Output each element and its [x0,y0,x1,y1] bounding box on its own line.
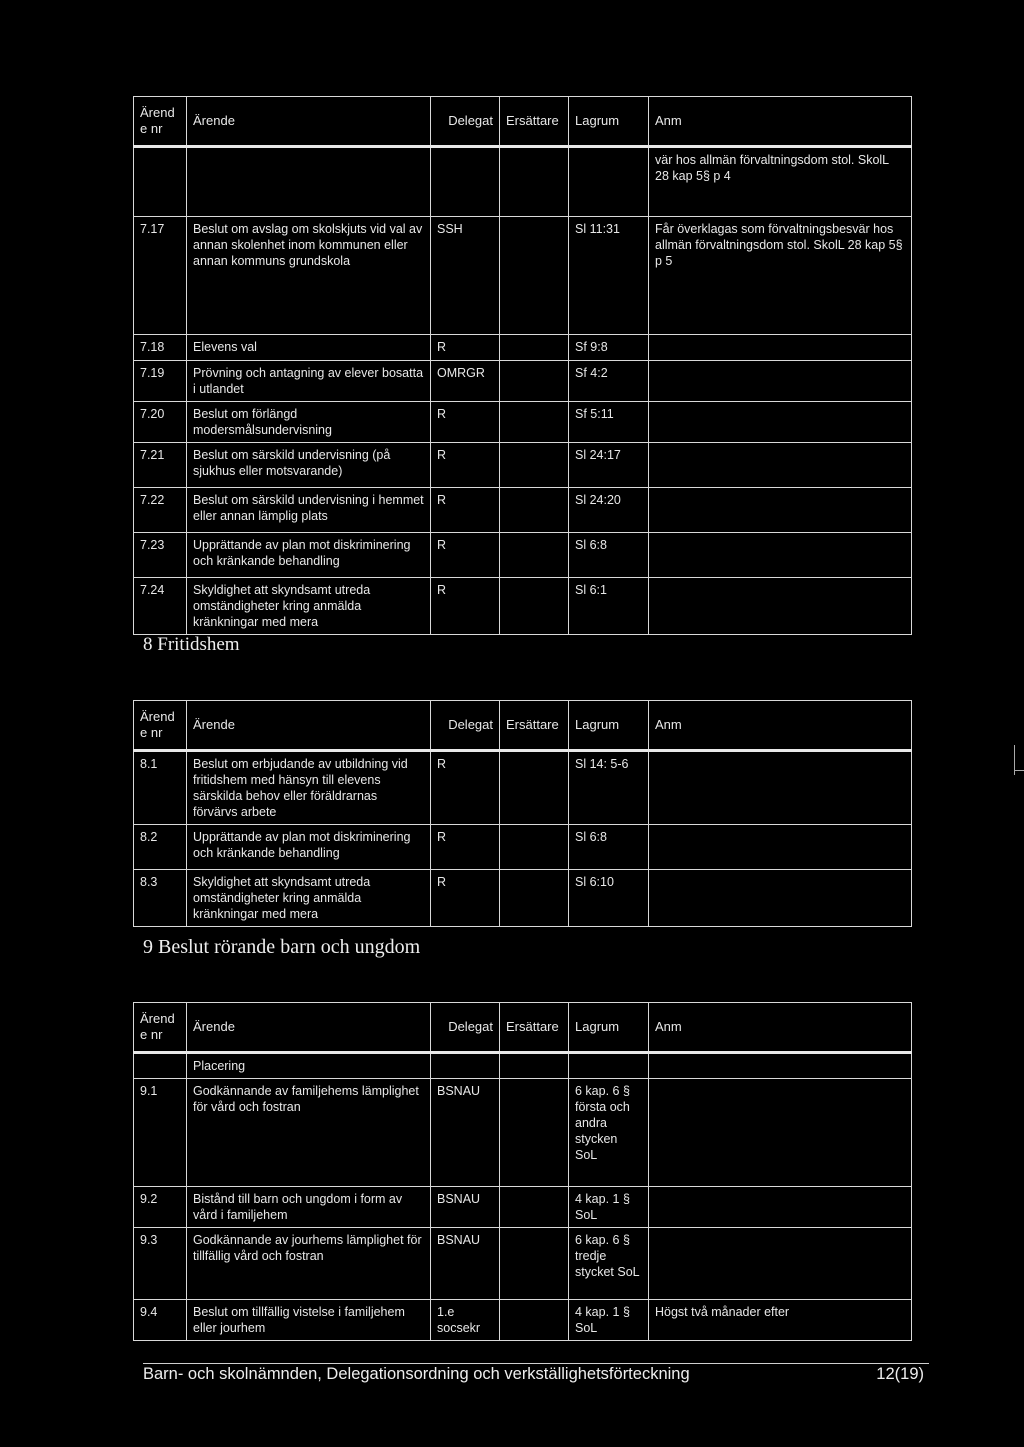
cell-delegat: R [431,335,500,361]
cell-delegat: R [431,751,500,825]
header-arende-nr: Ärende nr [134,1003,187,1053]
cell-ersattare [500,751,569,825]
cell-ersattare [500,1079,569,1187]
cell-lagrum: Sf 5:11 [569,402,649,443]
header-ersattare: Ersättare [500,97,569,147]
cell-delegat [431,147,500,217]
footer-divider [143,1363,929,1364]
cell-anm [649,402,912,443]
cell-delegat: BSNAU [431,1187,500,1228]
cell-nr: 7.22 [134,488,187,533]
header-arende-nr: Ärende nr [134,97,187,147]
cell-lagrum: Sl 24:17 [569,443,649,488]
cell-nr: 8.2 [134,825,187,870]
cell-arende: Godkännande av jourhems lämplighet för tillfällig vård och fostran [187,1228,431,1300]
table-row [134,402,912,443]
cell-lagrum: Sl 14: 5-6 [569,751,649,825]
cell-lagrum: 4 kap. 1 § SoL [569,1187,649,1228]
header-delegat: Delegat [431,701,500,751]
cell-lagrum: 6 kap. 6 § tredje stycket SoL [569,1228,649,1300]
header-arende: Ärende [187,701,431,751]
cell-anm [649,488,912,533]
header-lagrum: Lagrum [569,97,649,147]
table-row [134,1079,912,1187]
cell-anm [649,825,912,870]
cell-arende: Beslut om förlängd modersmålsundervisning [187,402,431,443]
table-section-7 [133,96,912,635]
cell-ersattare [500,335,569,361]
cell-nr: 7.24 [134,578,187,635]
cell-ersattare [500,361,569,402]
cell-arende: Prövning och antagning av elever bosatta i utlandet [187,361,431,402]
cell-ersattare [500,578,569,635]
table-row [134,1300,912,1341]
cell-nr: 7.19 [134,361,187,402]
cell-ersattare [500,1228,569,1300]
table-row [134,578,912,635]
cell-ersattare [500,825,569,870]
cell-lagrum: Sl 6:8 [569,825,649,870]
header-ersattare: Ersättare [500,701,569,751]
cell-arende: Upprättande av plan mot diskriminering och kränkande behandling [187,533,431,578]
cell-delegat: R [431,443,500,488]
table-row [134,1053,912,1079]
cell-lagrum: Sf 4:2 [569,361,649,402]
header-anm: Anm [649,701,912,751]
section-title-barn-ungdom: 9 Beslut rörande barn och ungdom [143,936,421,958]
cell-lagrum: 6 kap. 6 § första och andra stycken SoL [569,1079,649,1187]
table-row [134,751,912,825]
cell-arende: Placering [187,1053,431,1079]
footer-document-title: Barn- och skolnämnden, Delegationsordning och verkställighetsförteckning [143,1365,690,1383]
cell-arende: Beslut om erbjudande av utbildning vid fritidshem med hänsyn till elevens särskilda behov eller föräldrarnas förvärvs arbete [187,751,431,825]
table-row [134,147,912,217]
table-row [134,361,912,402]
table-row [134,1228,912,1300]
cell-arende: Elevens val [187,335,431,361]
table-header-row [134,1003,912,1053]
cell-lagrum: 4 kap. 1 § SoL [569,1300,649,1341]
cell-lagrum: Sf 9:8 [569,335,649,361]
cell-arende: Beslut om särskild undervisning i hemmet eller annan lämplig plats [187,488,431,533]
table-row [134,870,912,927]
cell-delegat: BSNAU [431,1079,500,1187]
cell-delegat: R [431,488,500,533]
page-edge-mark [1014,745,1024,775]
cell-ersattare [500,217,569,335]
section-title-fritidshem: 8 Fritidshem [143,634,240,655]
cell-nr: 9.4 [134,1300,187,1341]
table-row [134,533,912,578]
cell-nr: 7.17 [134,217,187,335]
cell-anm: Får överklagas som förvaltningsbesvär hos allmän förvaltningsdom stol. SkolL 28 kap 5§ p 5 [649,217,912,335]
table-section-8 [133,700,912,927]
cell-lagrum [569,147,649,217]
cell-nr: 9.3 [134,1228,187,1300]
cell-ersattare [500,1053,569,1079]
cell-arende: Skyldighet att skyndsamt utreda omständigheter kring anmälda kränkningar med mera [187,870,431,927]
cell-ersattare [500,1187,569,1228]
table-row [134,335,912,361]
cell-ersattare [500,870,569,927]
cell-delegat: R [431,825,500,870]
header-arende: Ärende [187,97,431,147]
cell-nr [134,1053,187,1079]
cell-delegat: R [431,402,500,443]
cell-arende: Skyldighet att skyndsamt utreda omständigheter kring anmälda kränkningar med mera [187,578,431,635]
table-row [134,1187,912,1228]
cell-lagrum: Sl 11:31 [569,217,649,335]
cell-ersattare [500,402,569,443]
cell-arende: Bistånd till barn och ungdom i form av vård i familjehem [187,1187,431,1228]
cell-anm [649,443,912,488]
cell-nr: 8.1 [134,751,187,825]
cell-nr: 8.3 [134,870,187,927]
cell-anm: vär hos allmän förvaltningsdom stol. SkolL 28 kap 5§ p 4 [649,147,912,217]
cell-delegat: BSNAU [431,1228,500,1300]
cell-anm [649,1079,912,1187]
header-arende: Ärende [187,1003,431,1053]
header-arende-nr: Ärende nr [134,701,187,751]
header-anm: Anm [649,1003,912,1053]
cell-delegat: R [431,533,500,578]
footer-page-number: 12(19) [876,1365,924,1383]
table-row [134,488,912,533]
cell-anm [649,578,912,635]
cell-anm [649,361,912,402]
cell-nr [134,147,187,217]
table-row [134,825,912,870]
header-anm: Anm [649,97,912,147]
cell-nr: 9.1 [134,1079,187,1187]
header-delegat: Delegat [431,97,500,147]
cell-lagrum: Sl 6:10 [569,870,649,927]
cell-nr: 7.21 [134,443,187,488]
cell-arende: Beslut om avslag om skolskjuts vid val av annan skolenhet inom kommunen eller annan kommuns grundskola [187,217,431,335]
cell-arende: Beslut om särskild undervisning (på sjukhus eller motsvarande) [187,443,431,488]
cell-ersattare [500,488,569,533]
cell-ersattare [500,1300,569,1341]
table-row [134,443,912,488]
cell-ersattare [500,533,569,578]
cell-nr: 7.18 [134,335,187,361]
cell-nr: 9.2 [134,1187,187,1228]
cell-delegat [431,1053,500,1079]
cell-delegat: R [431,578,500,635]
cell-anm [649,1053,912,1079]
cell-anm [649,533,912,578]
cell-ersattare [500,443,569,488]
table-row [134,217,912,335]
cell-delegat: SSH [431,217,500,335]
cell-arende: Beslut om tillfällig vistelse i familjehem eller jourhem [187,1300,431,1341]
cell-lagrum: Sl 24:20 [569,488,649,533]
header-ersattare: Ersättare [500,1003,569,1053]
header-lagrum: Lagrum [569,1003,649,1053]
cell-arende: Godkännande av familjehems lämplighet för vård och fostran [187,1079,431,1187]
cell-anm [649,1187,912,1228]
cell-anm [649,870,912,927]
cell-anm [649,335,912,361]
header-lagrum: Lagrum [569,701,649,751]
table-section-9 [133,1002,912,1341]
cell-arende [187,147,431,217]
cell-arende: Upprättande av plan mot diskriminering och kränkande behandling [187,825,431,870]
table-header-row [134,97,912,147]
cell-anm [649,751,912,825]
cell-delegat: R [431,870,500,927]
cell-lagrum [569,1053,649,1079]
cell-anm: Högst två månader efter [649,1300,912,1341]
cell-nr: 7.23 [134,533,187,578]
header-delegat: Delegat [431,1003,500,1053]
cell-delegat: 1.e socsekr [431,1300,500,1341]
cell-delegat: OMRGR [431,361,500,402]
cell-lagrum: Sl 6:1 [569,578,649,635]
cell-nr: 7.20 [134,402,187,443]
cell-lagrum: Sl 6:8 [569,533,649,578]
table-header-row [134,701,912,751]
cell-anm [649,1228,912,1300]
cell-ersattare [500,147,569,217]
